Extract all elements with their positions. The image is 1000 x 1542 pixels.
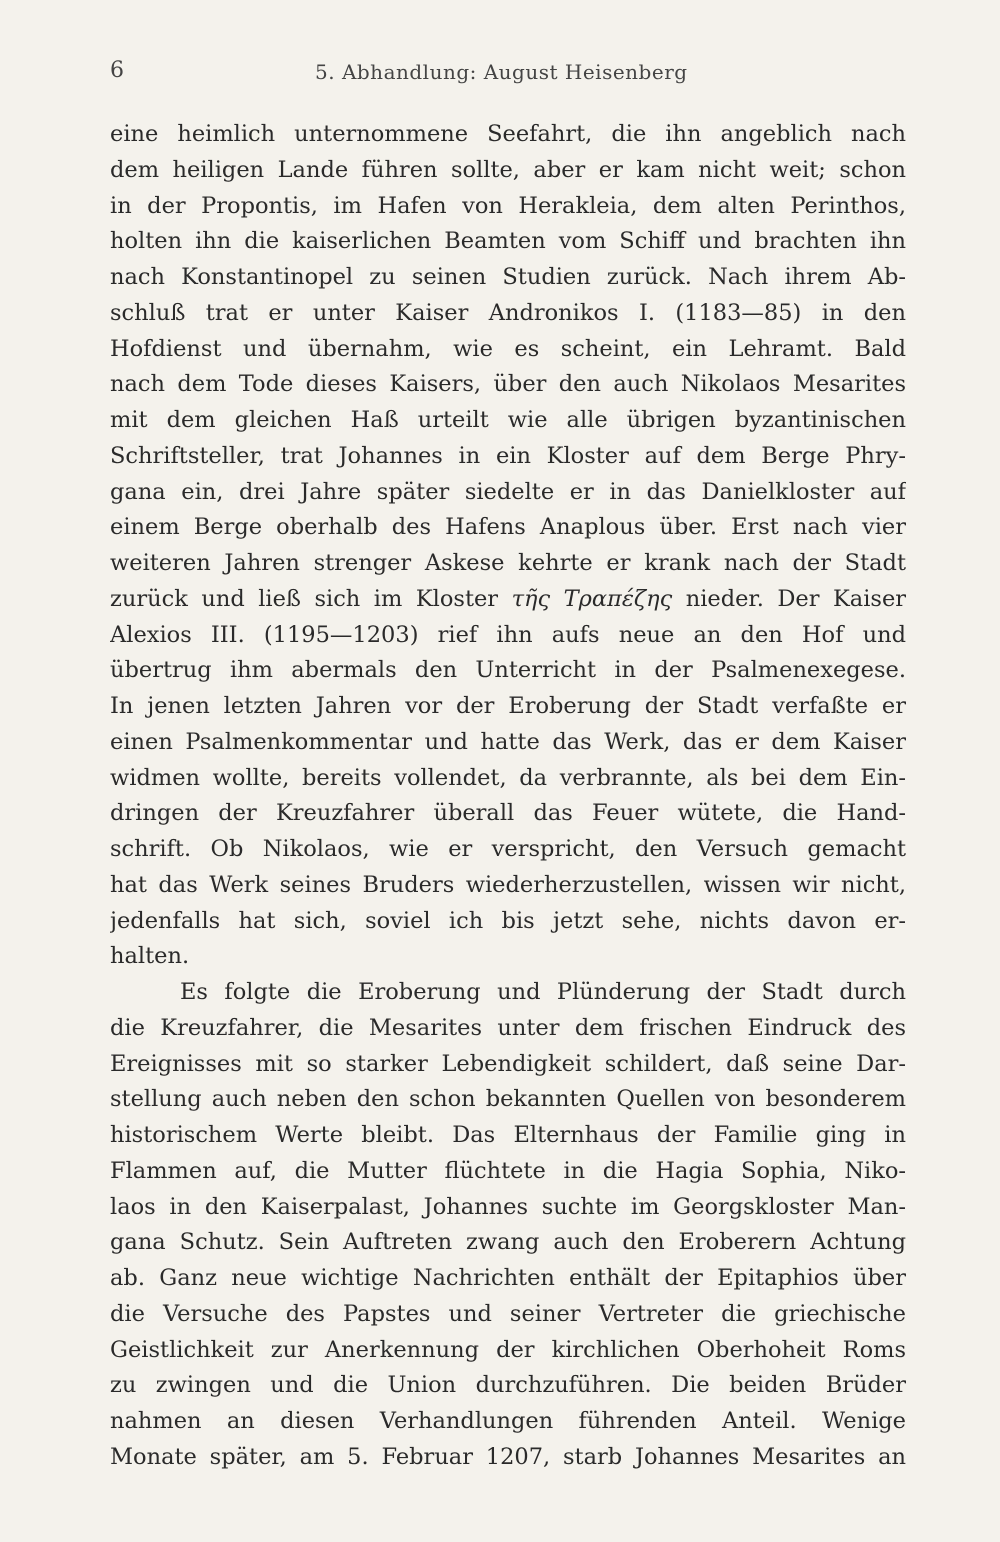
- text-line: gana ein, drei Jahre später siedelte er in das Danielkloster auf: [110, 478, 906, 505]
- text-line: holten ihn die kaiserlichen Beamten vom Schiff und brachten ihn: [110, 228, 906, 255]
- text-segment: zurück und ließ sich im Kloster: [110, 585, 499, 612]
- text-line: dem heiligen Lande führen sollte, aber er kam nicht weit; schon: [110, 156, 906, 183]
- text-line: Schriftsteller, trat Johannes in ein Kloster auf dem Berge Phry-: [110, 442, 906, 469]
- text-line: jedenfalls hat sich, soviel ich bis jetzt sehe, nichts davon er-: [110, 907, 906, 934]
- text-line: stellung auch neben den schon bekannten Quellen von besonderem: [110, 1086, 906, 1113]
- text-line: laos in den Kaiserpalast, Johannes suchte im Georgskloster Man-: [110, 1193, 906, 1220]
- text-segment: nieder. Der Kaiser: [685, 585, 906, 612]
- body-text: [110, 117, 906, 1476]
- text-line: halten.: [110, 943, 190, 970]
- text-line: Hofdienst und übernahm, wie es scheint, ein Lehramt. Bald: [110, 335, 906, 362]
- text-line: widmen wollte, bereits vollendet, da verbrannte, als bei dem Ein-: [110, 764, 906, 791]
- text-line: nach Konstantinopel zu seinen Studien zurück. Nach ihrem Ab-: [110, 264, 906, 290]
- page-number: 6: [110, 58, 124, 83]
- text-line: weiteren Jahren strenger Askese kehrte er krank nach der Stadt: [110, 550, 906, 576]
- text-line: Monate später, am 5. Februar 1207, starb Johannes Mesarites an: [110, 1443, 906, 1470]
- text-line: schluß trat er unter Kaiser Andronikos I. (1183—85) in den: [110, 299, 906, 326]
- text-line: ab. Ganz neue wichtige Nachrichten enthält der Epitaphios über: [110, 1265, 906, 1291]
- text-line: Ereignisses mit so starker Lebendigkeit schildert, daß seine Dar-: [110, 1050, 906, 1077]
- text-line: einem Berge oberhalb des Hafens Anaplous über. Erst nach vier: [110, 514, 906, 541]
- text-line: zu zwingen und die Union durchzuführen. Die beiden Brüder: [110, 1372, 906, 1399]
- text-line: schrift. Ob Nikolaos, wie er verspricht, den Versuch gemacht: [110, 836, 906, 862]
- text-line: übertrug ihm abermals den Unterricht in der Psalmenexegese.: [110, 657, 906, 684]
- text-line: die Kreuzfahrer, die Mesarites unter dem frischen Eindruck des: [110, 1014, 906, 1041]
- text-line: einen Psalmenkommentar und hatte das Werk, das er dem Kaiser: [110, 728, 906, 755]
- text-line: dringen der Kreuzfahrer überall das Feuer wütete, die Hand-: [110, 800, 906, 827]
- text-line: in der Propontis, im Hafen von Herakleia, dem alten Perinthos,: [110, 192, 906, 219]
- paragraph-first-line: Es folgte die Eroberung und Plünderung der Stadt durch: [180, 979, 906, 1005]
- text-line: nahmen an diesen Verhandlungen führenden Anteil. Wenige: [110, 1408, 906, 1434]
- page-header: [110, 58, 906, 88]
- text-line: die Versuche des Papstes und seiner Vertreter die griechische: [110, 1300, 906, 1327]
- text-line: historischem Werte bleibt. Das Elternhaus der Familie ging in: [110, 1122, 906, 1148]
- text-line: nach dem Tode dieses Kaisers, über den auch Nikolaos Mesarites: [110, 371, 906, 398]
- text-line: mit dem gleichen Haß urteilt wie alle übrigen byzantinischen: [110, 407, 906, 433]
- text-line: gana Schutz. Sein Auftreten zwang auch den Eroberern Achtung: [110, 1229, 906, 1256]
- text-line-with-greek: [110, 582, 906, 618]
- greek-phrase: τῆς Τραπέζης: [511, 585, 673, 612]
- running-head: 5. Abhandlung: August Heisenberg: [315, 60, 688, 84]
- text-line: In jenen letzten Jahren vor der Eroberung der Stadt verfaßte er: [110, 693, 906, 719]
- text-line: hat das Werk seines Bruders wiederherzustellen, wissen wir nicht,: [110, 871, 906, 898]
- text-line: Geistlichkeit zur Anerkennung der kirchlichen Oberhoheit Roms: [110, 1336, 906, 1363]
- text-line: Alexios III. (1195—1203) rief ihn aufs neue an den Hof und: [110, 621, 906, 648]
- text-line: eine heimlich unternommene Seefahrt, die ihn angeblich nach: [110, 121, 906, 147]
- text-line: Flammen auf, die Mutter flüchtete in die Hagia Sophia, Niko-: [110, 1157, 906, 1184]
